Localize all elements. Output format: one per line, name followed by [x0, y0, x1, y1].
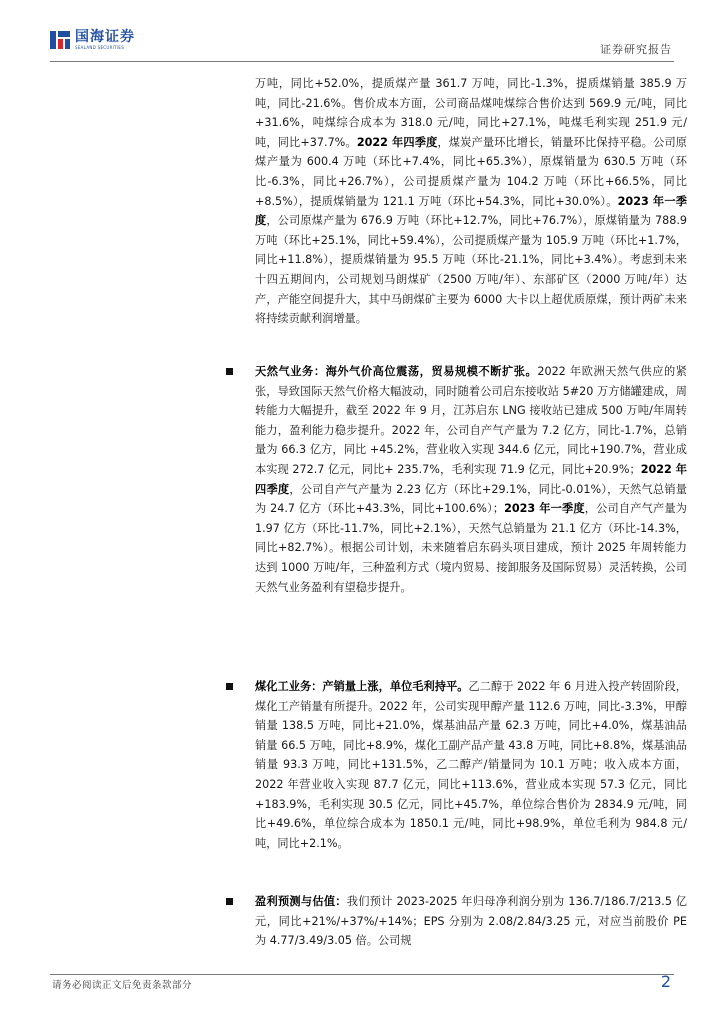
page-number: 2: [660, 972, 671, 991]
sealand-logo: [50, 30, 135, 50]
coal-q1-2023-label: 2023 年一季度: [255, 194, 687, 228]
coal-chemical-heading: 煤化工业务：产销量上涨，单位毛利持平。: [255, 680, 469, 693]
bullet-square-icon: [226, 368, 233, 375]
footer-divider: [50, 974, 674, 975]
coal-q4-2022-label: 2022 年四季度: [356, 135, 438, 149]
header-divider: [50, 61, 674, 62]
gas-q4-2022-label: 2022 年四季度: [255, 462, 687, 496]
sealand-logo-icon: [50, 30, 70, 50]
coal-chemical-paragraph: 煤化工业务：产销量上涨，单位毛利持平。乙二醇于 2022 年 6 月进入投产转固阶段，煤化工产销量有所提升。2022 年，公司实现甲醇产量 112.6 万吨，同比-3.3%，甲醇销量 138.5 万吨，同比+21.0%，煤基油品产量 62.3 万吨，同比+4.0%，煤基油品销量 66.5 万吨，同比+8.9%，煤化工副产品产量 43.8 万吨，同比+8.8%，煤基油品销量 93.3 万吨，同比+131.5%，乙二醇产/销量同为 10.1 万吨；收入成本方面，2022 年营业收入实现 87.7 亿元，同比+113.6%，营业成本实现 57.3 亿元，同比+183.9%，毛利实现 30.5 亿元，同比+45.7%，单位综合售价为 2834.9 元/吨，同比+49.6%，单位综合成本为 1850.1 元/吨，同比+98.9%，单位毛利为 984.8 元/吨，同比+2.1%。: [255, 680, 687, 850]
coal-section-continued: [255, 74, 687, 362]
forecast-paragraph: 盈利预测与估值：我们预计 2023-2025 年归母净利润分别为 136.7/186.7/213.5 亿元，同比+21%/+37%/+14%；EPS 分别为 2.08/2.84/3.25 元，对应当前股价 PE 为 4.77/3.49/3.05 倍。公司规: [255, 895, 687, 948]
report-body: [255, 74, 687, 951]
gas-q1-2023-label: 2023 年一季度: [504, 502, 585, 516]
coal-chemical-section: [255, 677, 687, 892]
disclaimer-note: 请务必阅读正文后免责条款部分: [52, 980, 193, 991]
report-type-label: 证券研究报告: [600, 43, 672, 56]
logo-english-name: SEALAND SECURITIES: [75, 45, 125, 50]
gas-heading: 天然气业务：海外气价高位震荡，贸易规模不断扩张。: [255, 365, 538, 378]
coal-paragraph: 万吨，同比+52.0%，提质煤产量 361.7 万吨，同比-1.3%，提质煤销量 385.9 万吨，同比-21.6%。售价成本方面，公司商品煤吨煤综合售价达到 569.9 元/吨，同比+31.6%，吨煤综合成本为 318.0 元/吨，同比+27.1%，吨煤毛利实现 251.9 元/吨，同比+37.7%。2022 年四季度，煤炭产量环比增长，销量环比保持平稳。公司原煤产量为 600.4 万吨（环比+7.4%，同比+65.3%），原煤销量为 630.5 万吨（环比-6.3%，同比+26.7%），公司提质煤产量为 104.2 万吨（环比+66.5%，同比+8.5%），提质煤销量为 121.1 万吨（环比+54.3%，同比+30.0%）。2023 年一季度，公司原煤产量为 676.9 万吨（环比+12.7%，同比+76.7%），原煤销量为 788.9 万吨（环比+25.1%，同比+59.4%），公司提质煤产量为 105.9 万吨（环比+1.7%，同比+11.8%），提质煤销量为 95.5 万吨（环比-21.1%，同比+3.4%）。考虑到未来十四五期间内，公司规划马朗煤矿（2500 万吨/年）、东部矿区（2000 万吨/年）达产，产能空间提升大，其中马朗煤矿主要为 6000 大卡以上超优质原煤，预计两矿未来将持续贡献利润增量。: [255, 77, 687, 326]
gas-section: [255, 362, 687, 677]
bullet-square-icon: [226, 683, 233, 690]
page-header: [0, 0, 724, 70]
forecast-heading: 盈利预测与估值：: [255, 895, 347, 908]
gas-paragraph: 天然气业务：海外气价高位震荡，贸易规模不断扩张。2022 年欧洲天然气供应的紧张，导致国际天然气价格大幅波动，同时随着公司启东接收站 5#20 万方储罐建成，周转能力大幅提升，截至 2022 年 9 月，江苏启东 LNG 接收站已建成 500 万吨/年周转能力，盈利能力稳步提升。2022 年，公司自产气产量为 7.2 亿方，同比-1.7%，总销量为 66.3 亿方，同比 +45.2%，营业收入实现 344.6 亿元，同比+190.7%，营业成本实现 272.7 亿元，同比+ 235.7%，毛利实现 71.9 亿元，同比+20.9%；2022 年四季度，公司自产气产量为 2.23 亿方（环比+29.1%，同比-0.01%），天然气总销量为 24.7 亿方（环比+43.3%，同比+100.6%）；2023 年一季度，公司自产气产量为 1.97 亿方（环比-11.7%，同比+2.1%），天然气总销量为 21.1 亿方（环比-14.3%，同比+82.7%）。根据公司计划，未来随着启东码头项目建成，预计 2025 年周转能力达到 1000 万吨/年，三种盈利方式（境内贸易、接卸服务及国际贸易）灵活转换，公司天然气业务盈利有望稳步提升。: [255, 365, 687, 594]
bullet-square-icon: [226, 898, 233, 905]
forecast-section: [255, 892, 687, 951]
logo-chinese-name: 国海证券: [75, 29, 135, 45]
